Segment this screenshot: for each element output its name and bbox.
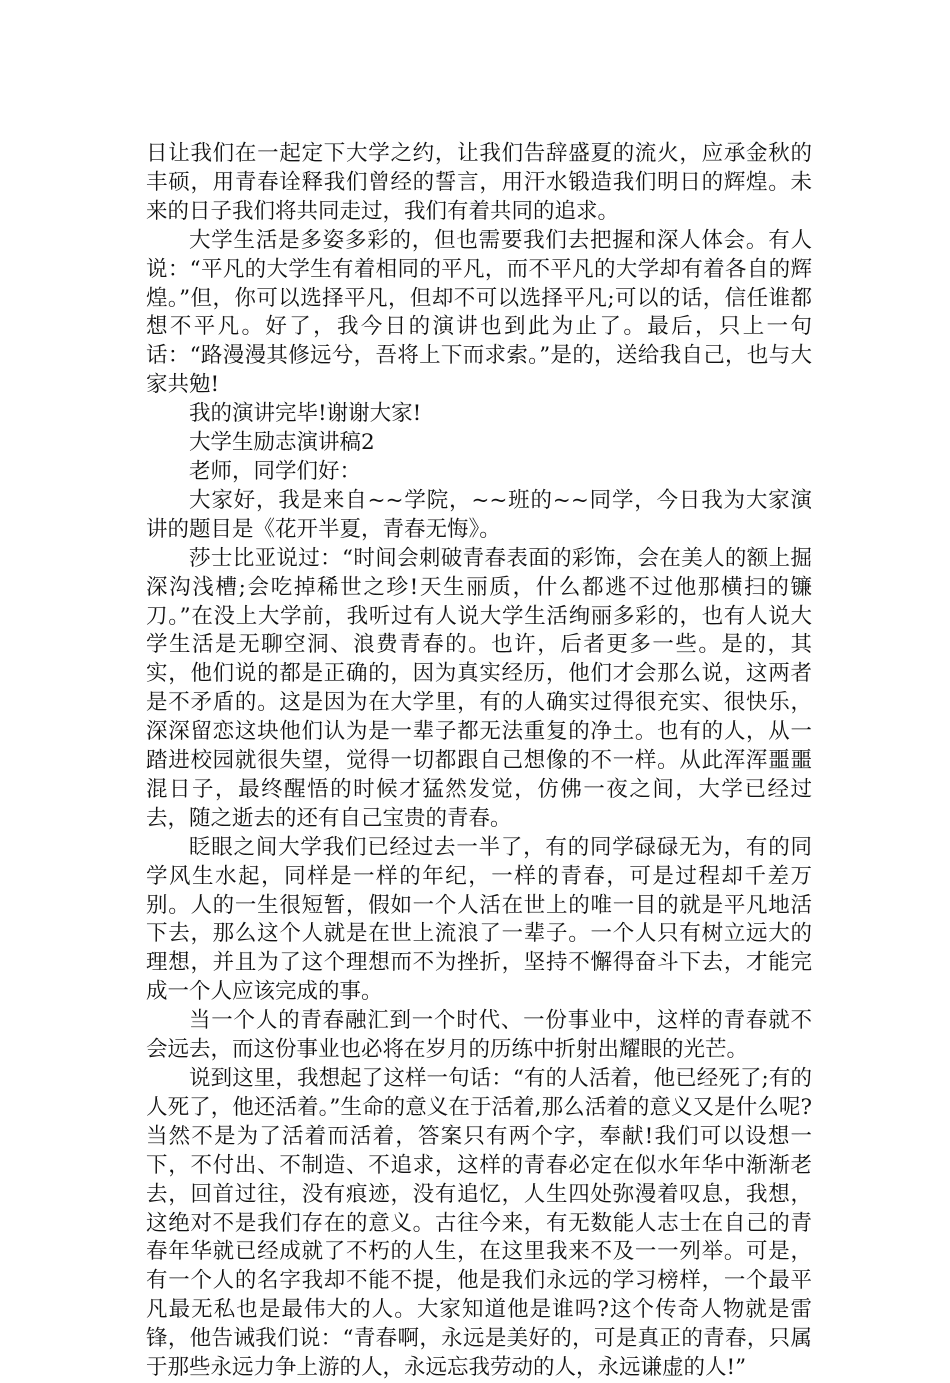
section-title: 大学生励志演讲稿2 xyxy=(189,430,375,456)
paragraph-introduction: 大家好，我是来自~~学院，~~班的~~同学，今日我为大家演讲的题目是《花开半夏，青春无悔》。 xyxy=(146,487,812,542)
paragraph-continuation: 日让我们在一起定下大学之约，让我们告辞盛夏的流火，应承金秋的丰硕，用青春诠释我们曾经的誓言，用汗水锻造我们明日的辉煌。未来的日子我们将共同走过，我们有着共同的追求。 xyxy=(146,141,812,224)
paragraph-shakespeare: 莎士比亚说过：“时间会刺破青春表面的彩饰，会在美人的额上掘深沟浅槽;会吃掉稀世之珍!天生丽质，什么都逃不过他那横扫的镰刀。”在没上大学前，我听过有人说大学生活绚丽多彩的，也有人说大学生活是无聊空洞、浪费青春的。也许，后者更多一些。是的，其实，他们说的都是正确的，因为真实经历，他们才会那么说，这两者是不矛盾的。这是因为在大学里，有的人确实过得很充实、很快乐，深深留恋这块他们认为是一辈子都无法重复的净土。也有的人，从一踏进校园就很失望，觉得一切都跟自己想像的不一样。从此浑浑噩噩混日子，最终醒悟的时候才猛然发觉，仿佛一夜之间，大学已经过去，随之逝去的还有自己宝贵的青春。 xyxy=(146,545,812,831)
paragraph-youth-era: 当一个人的青春融汇到一个时代、一份事业中，这样的青春就不会远去，而这份事业也必将在岁月的历练中折射出耀眼的光芒。 xyxy=(146,1008,812,1063)
paragraph-meaning-of-life: 说到这里，我想起了这样一句话：“有的人活着，他已经死了;有的人死了，他还活着。”生命的意义在于活着,那么活着的意义又是什么呢?当然不是为了活着而活着，答案只有两个字，奉献!我们可以设想一下，不付出、不制造、不追求，这样的青春必定在似水年华中渐渐老去，回首过往，没有痕迹，没有追忆，人生四处弥漫着叹息，我想，这绝对不是我们存在的意义。古往今来，有无数能人志士在自己的青春年华就已经成就了不朽的人生，在这里我来不及一一列举。可是，有一个人的名字我却不能不提，他是我们永远的学习榜样，一个最平凡最无私也是最伟大的人。大家知道他是谁吗?这个传奇人物就是雷锋，他告诫我们说：“青春啊，永远是美好的，可是真正的青春，只属于那些永远力争上游的人，永远忘我劳动的人，永远谦虚的人!” xyxy=(146,1066,812,1381)
paragraph-college-life: 大学生活是多姿多彩的，但也需要我们去把握和深人体会。有人说：“平凡的大学生有着相同的平凡，而不平凡的大学却有着各自的辉煌。”但，你可以选择平凡，但却不可以选择平凡;可以的话，信任谁都想不平凡。好了，我今日的演讲也到此为止了。最后，只上一句话：“路漫漫其修远兮，吾将上下而求索。”是的，送给我自己，也与大家共勉! xyxy=(146,227,812,398)
paragraph-half-college: 眨眼之间大学我们已经过去一半了，有的同学碌碌无为，有的同学风生水起，同样是一样的年纪，一样的青春，可是过程却千差万别。人的一生很短暂，假如一个人活在世上的唯一目的就是平凡地活下去，那么这个人就是在世上流浪了一辈子。一个人只有树立远大的理想，并且为了这个理想而不为挫折，坚持不懈得奋斗下去，才能完成一个人应该完成的事。 xyxy=(146,834,812,1005)
paragraph-speech-end: 我的演讲完毕!谢谢大家! xyxy=(189,401,422,427)
paragraph-greeting: 老师，同学们好： xyxy=(189,458,362,484)
document-body xyxy=(146,140,812,1383)
